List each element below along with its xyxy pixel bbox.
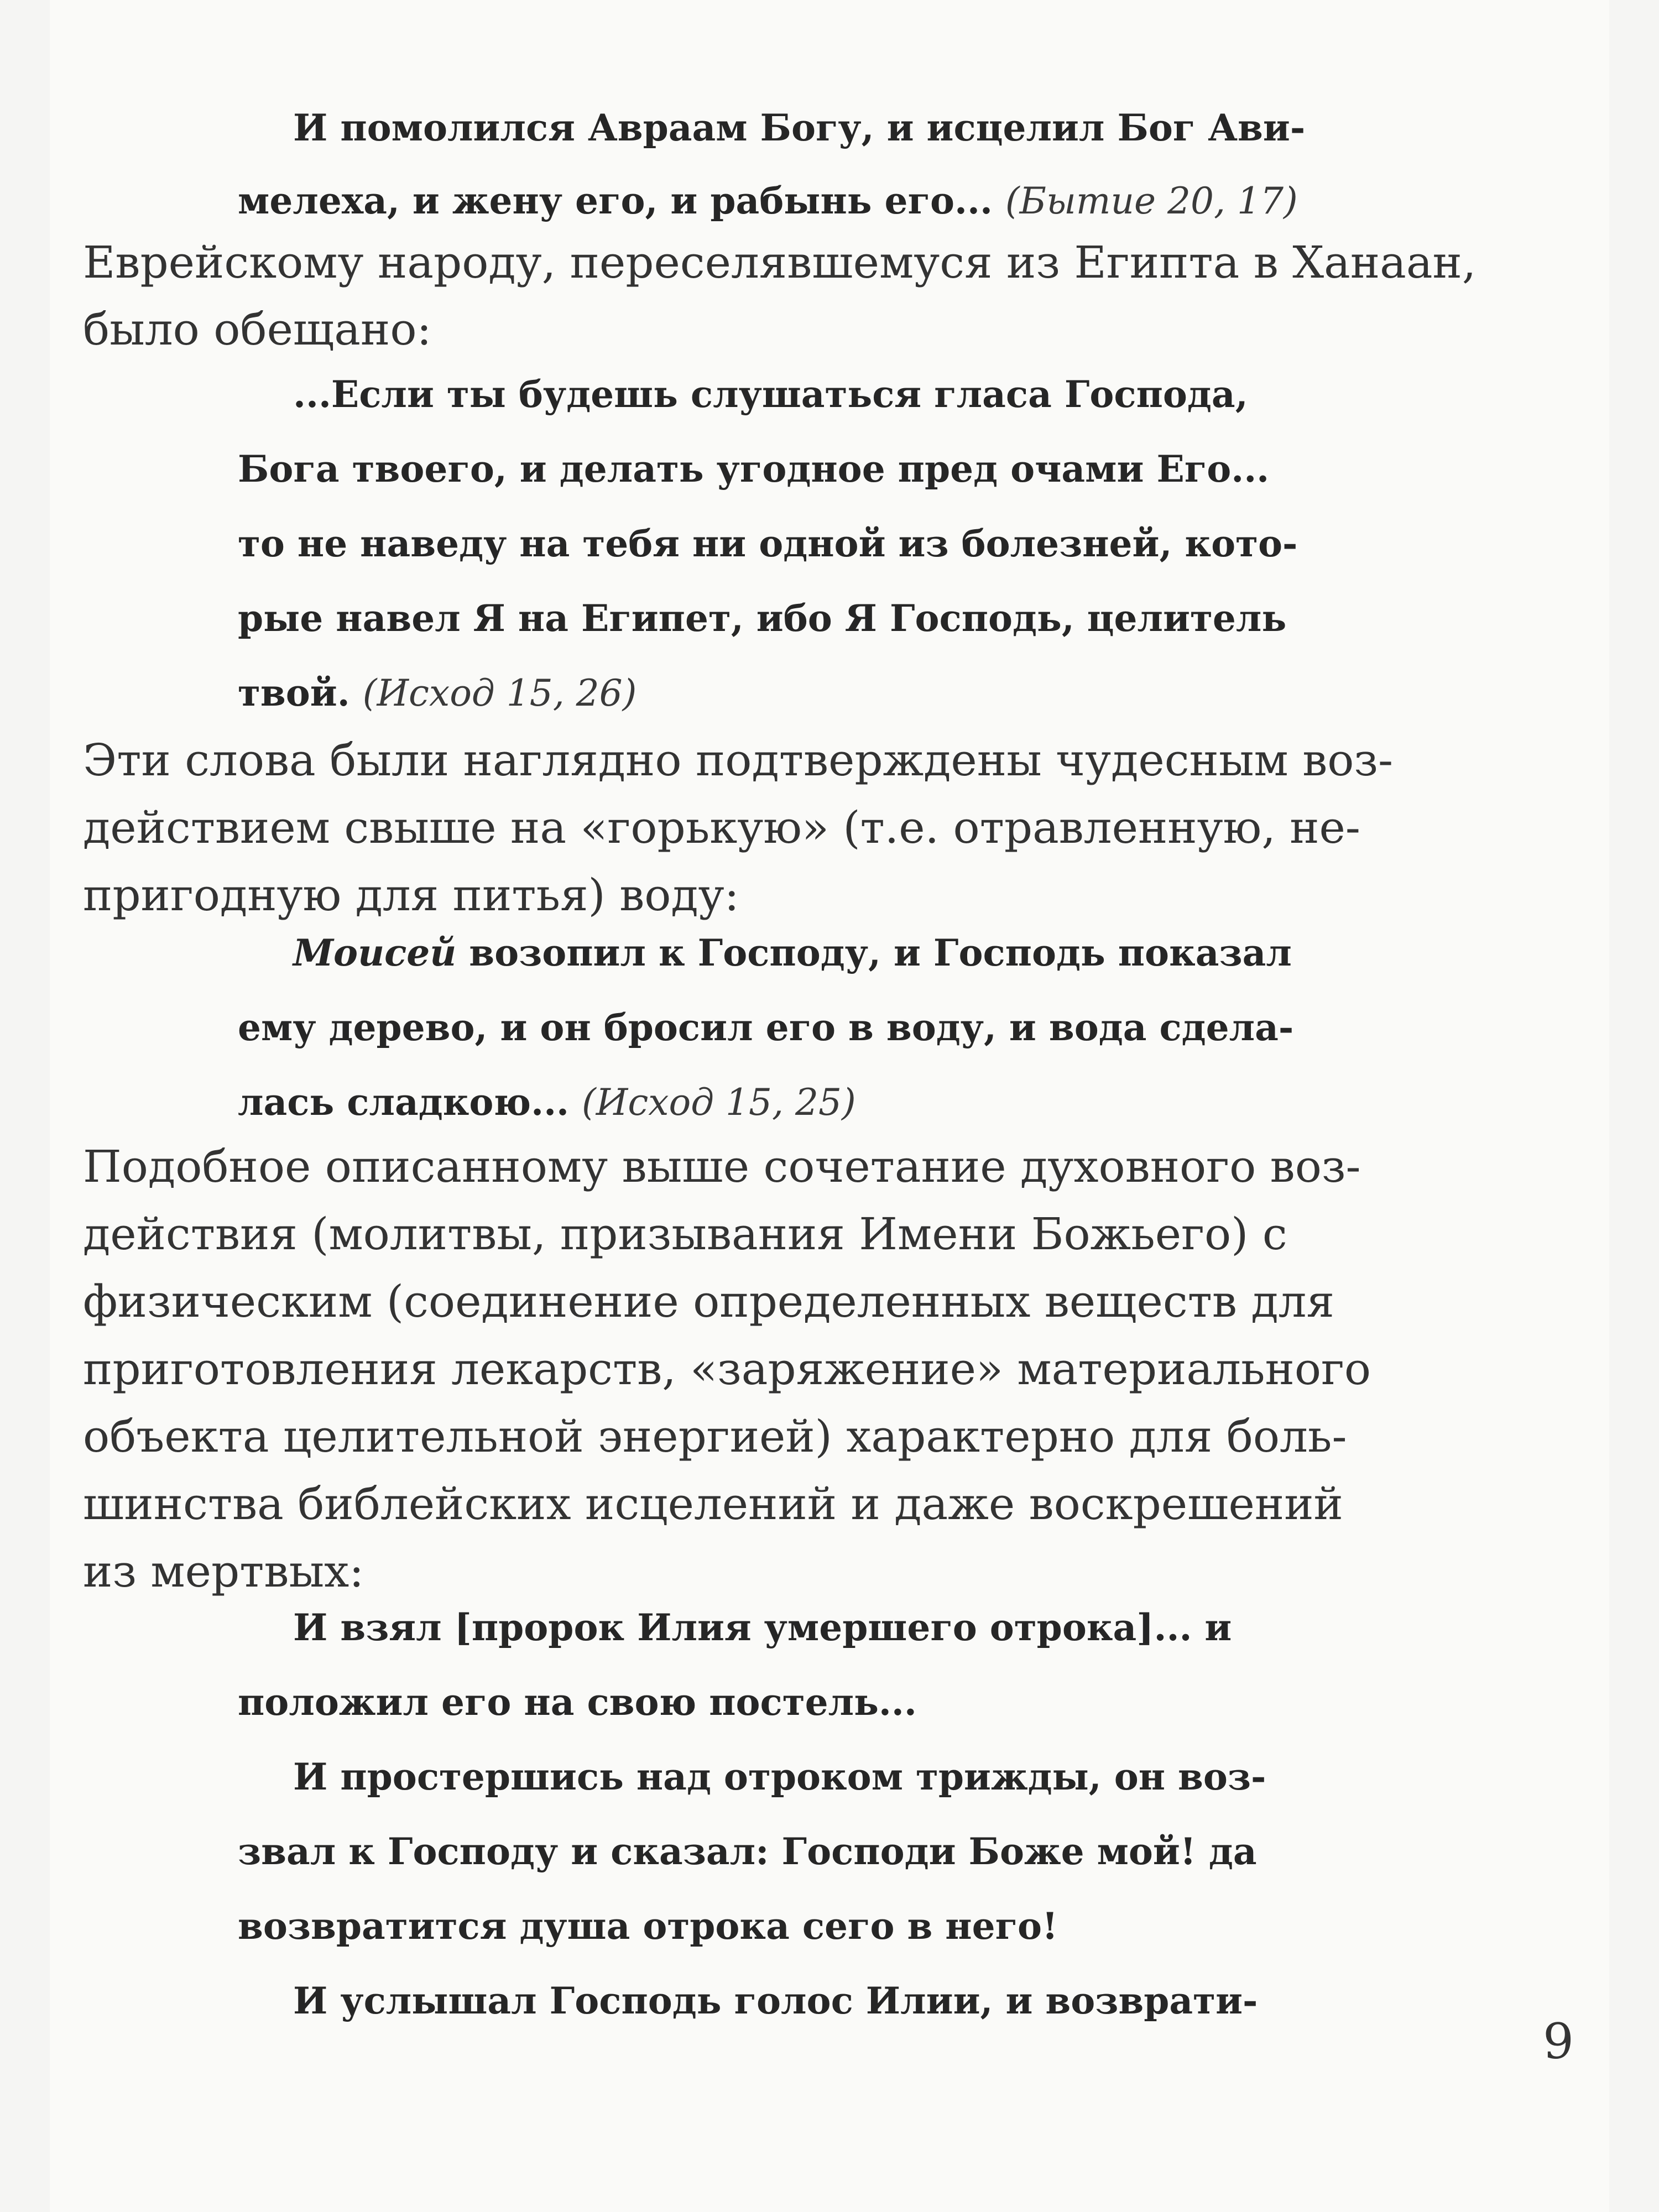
body-text-line: приготовления лекарств, «заряжение» материального xyxy=(83,1343,1371,1395)
body-text-line: физическим (соединение определенных веществ для xyxy=(83,1276,1334,1327)
quote-line: Моисей возопил к Господу, и Господь показал xyxy=(293,931,1292,974)
quote-line: ...Если ты будешь слушаться гласа Господа, xyxy=(293,373,1248,416)
quote-line: Бога твоего, и делать угодное пред очами Его... xyxy=(238,447,1270,491)
body-text-line: Эти слова были наглядно подтверждены чудесным воз- xyxy=(83,734,1394,786)
quote-line: твой. (Исход 15, 26) xyxy=(238,671,637,714)
book-page xyxy=(50,0,1609,2212)
body-text-line: действием свыше на «горькую» (т.е. отравленную, не- xyxy=(83,802,1360,853)
quote-line: звал к Господу и сказал: Господи Боже мой! да xyxy=(238,1830,1257,1873)
italic-name: Моисей xyxy=(293,931,457,974)
quote-line: возвратится душа отрока сего в него! xyxy=(238,1905,1058,1948)
body-text-line: пригодную для питья) воду: xyxy=(83,869,739,921)
bible-reference: (Исход 15, 26) xyxy=(362,672,637,714)
body-text-line: было обещано: xyxy=(83,304,432,355)
quote-line: ему дерево, и он бросил его в воду, и вода сдела- xyxy=(238,1006,1294,1049)
body-text-line: из мертвых: xyxy=(83,1546,364,1597)
quote-line: положил его на свою постель... xyxy=(238,1681,917,1724)
body-text-line: объекта целительной энергией) характерно для боль- xyxy=(83,1411,1347,1462)
bible-reference: (Бытие 20, 17) xyxy=(1005,180,1298,222)
page-number: 9 xyxy=(1543,2013,1574,2070)
body-text-line: Подобное описанному выше сочетание духовного воз- xyxy=(83,1141,1361,1192)
body-text-line: действия (молитвы, призывания Имени Божьего) с xyxy=(83,1208,1287,1260)
quote-line: И услышал Господь голос Илии, и возврати- xyxy=(293,1979,1258,2022)
quote-line: мелеха, и жену его, и рабынь его... (Бытие 20, 17) xyxy=(238,179,1298,222)
body-text-line: шинства библейских исцелений и даже воскрешений xyxy=(83,1478,1343,1530)
bible-reference: (Исход 15, 25) xyxy=(582,1081,856,1124)
quote-line: лась сладкою... (Исход 15, 25) xyxy=(238,1081,856,1124)
quote-line: рые навел Я на Египет, ибо Я Господь, целитель xyxy=(238,597,1287,640)
quote-line: И простершись над отроком трижды, он воз- xyxy=(293,1755,1266,1798)
quote-line: И помолился Авраам Богу, и исцелил Бог Ави- xyxy=(293,106,1306,149)
body-text-line: Еврейскому народу, переселявшемуся из Египта в Ханаан, xyxy=(83,237,1477,288)
quote-line: то не наведу на тебя ни одной из болезней, кото- xyxy=(238,522,1298,565)
quote-line: И взял [пророк Илия умершего отрока]... и xyxy=(293,1606,1232,1649)
